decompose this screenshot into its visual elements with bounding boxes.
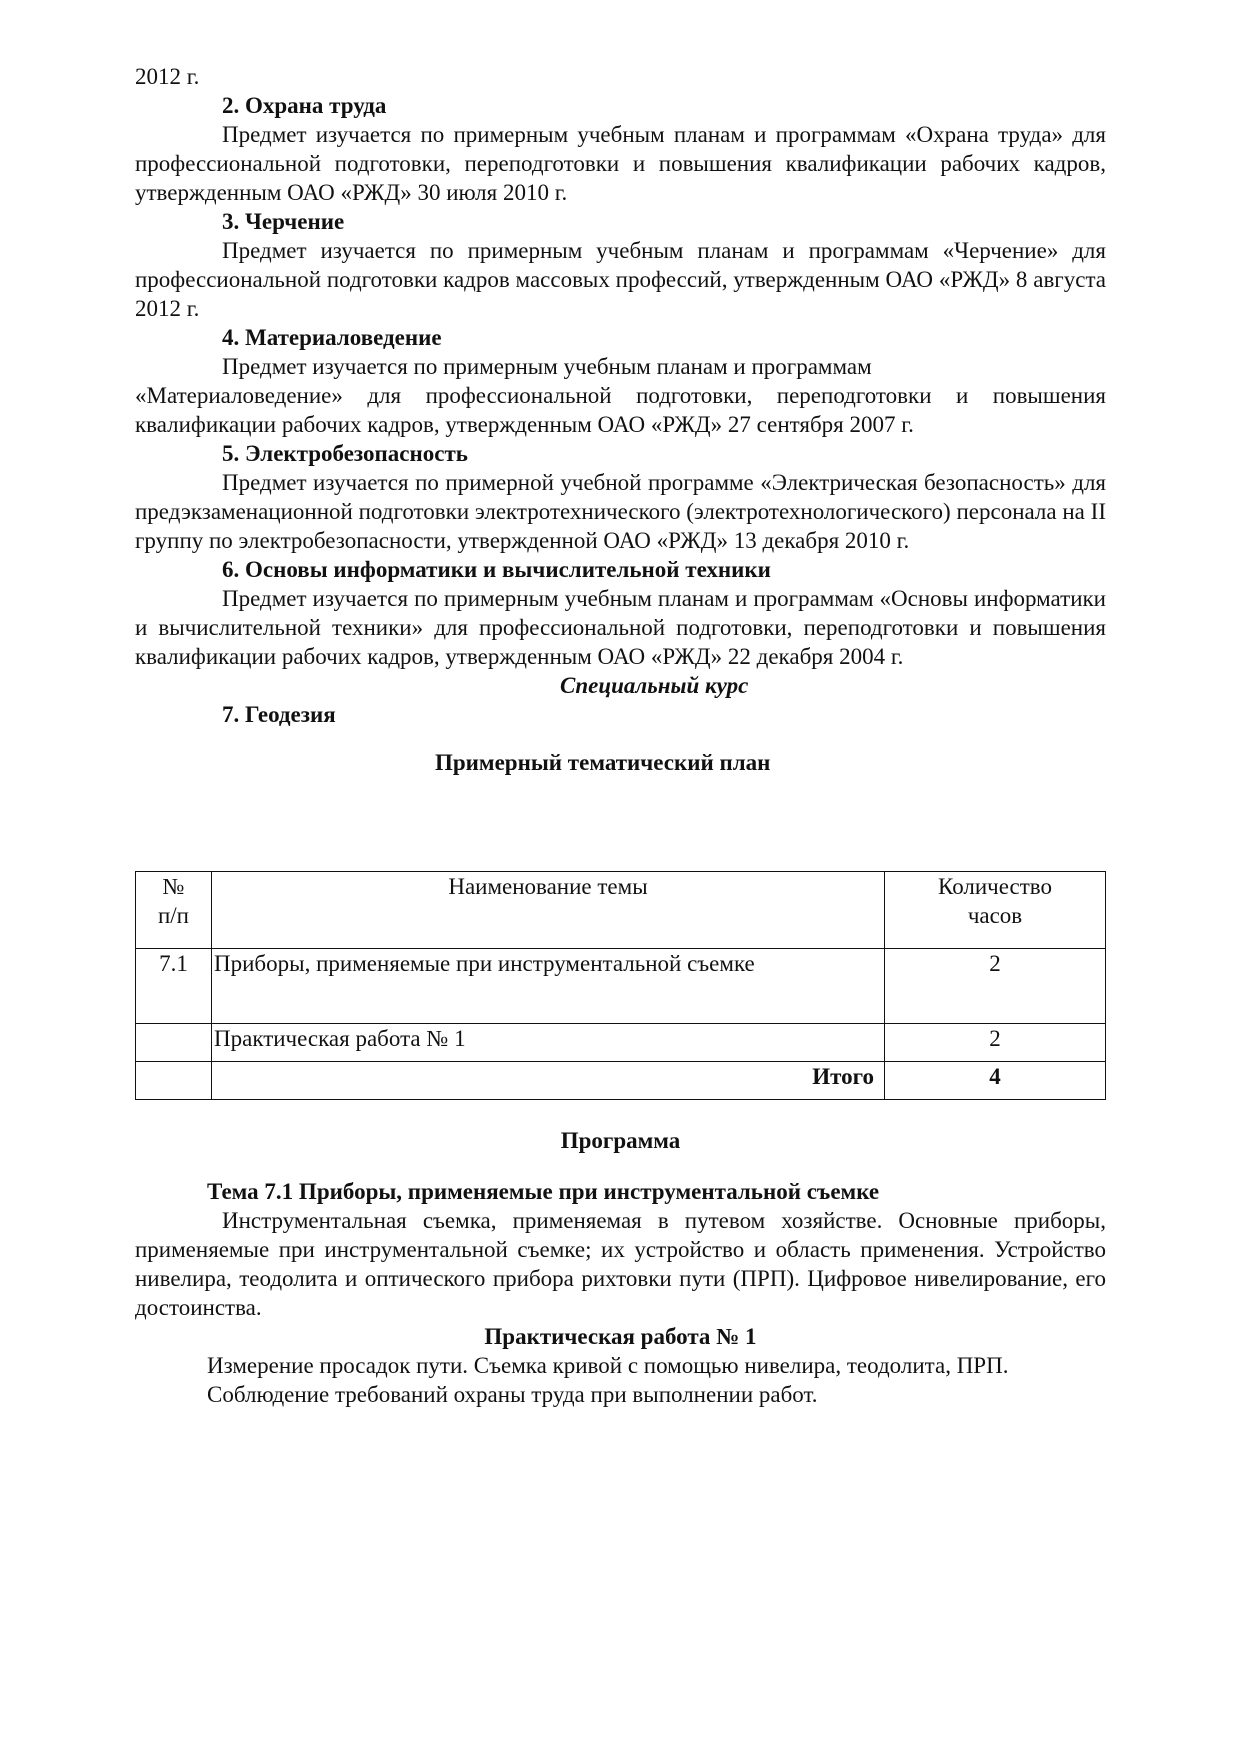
table-row	[136, 949, 1106, 1024]
cell-num	[136, 1024, 212, 1062]
practical-heading: Практическая работа № 1	[484, 1324, 757, 1349]
section-heading: 3. Черчение	[222, 209, 345, 234]
practical-text-line2: Соблюдение требований охраны труда при выполнении работ.	[207, 1382, 818, 1407]
section-body: Предмет изучается по примерным учебным планам и программам «Основы информатики и вычислительной техники» для профессиональной подготовки, переподготовки и повышения квалификации рабочих кадров, утвержденным ОАО «РЖД» 22 декабря 2004 г.	[135, 586, 1106, 669]
cell-hours: 2	[885, 949, 1106, 1024]
header-hours	[885, 872, 1106, 949]
section-body: Предмет изучается по примерным учебным планам и программам «Охрана труда» для профессиональной подготовки, переподготовки и повышения квалификации рабочих кадров, утвержденным ОАО «РЖД» 30 июля 2010 г.	[135, 122, 1106, 205]
program-section	[135, 1126, 1106, 1409]
cell-hours: 2	[885, 1024, 1106, 1062]
section-heading: 5. Электробезопасность	[222, 441, 468, 466]
header-num-line2: п/п	[157, 903, 189, 928]
section-heading: 4. Материаловедение	[222, 325, 442, 350]
topic-body: Инструментальная съемка, применяемая в путевом хозяйстве. Основные приборы, применяемые при инструментальной съемке; их устройство и область применения. Устройство нивелира, теодолита и оптического прибора рихтовки пути (ПРП). Цифровое нивелирование, его достоинства.	[135, 1208, 1106, 1320]
document-page	[135, 62, 1106, 777]
topic-heading: Тема 7.1 Приборы, применяемые при инструментальной съемке	[207, 1179, 880, 1204]
table-total-row	[136, 1062, 1106, 1100]
cell-num-empty	[136, 1062, 212, 1100]
section-heading: 2. Охрана труда	[222, 93, 387, 118]
section-body-line: Предмет изучается по примерным учебным планам и программам	[222, 354, 872, 379]
plan-title: Примерный тематический план	[435, 750, 771, 775]
cell-num: 7.1	[136, 949, 212, 1024]
section-body: Предмет изучается по примерной учебной программе «Электрическая безопасность» для предэкзаменационной подготовки электротехнического (электротехнологического) персонала на II группу по электробезопасности, утвержденной ОАО «РЖД» 13 декабря 2010 г.	[135, 470, 1106, 553]
table-row	[136, 1024, 1106, 1062]
header-hours-line2: часов	[967, 903, 1023, 928]
section-body: «Материаловедение» для профессиональной подготовки, переподготовки и повышения квалификации рабочих кадров, утвержденным ОАО «РЖД» 27 сентября 2007 г.	[135, 383, 1106, 437]
header-hours-line1: Количество	[938, 874, 1052, 899]
section-heading: 6. Основы информатики и вычислительной техники	[222, 557, 771, 582]
continuation-text: 2012 г.	[135, 64, 200, 89]
total-label: Итого	[212, 1062, 885, 1100]
cell-topic: Практическая работа № 1	[212, 1024, 885, 1062]
subject-title: 7. Геодезия	[222, 702, 336, 727]
table-header-row	[136, 872, 1106, 949]
special-course-heading: Специальный курс	[560, 673, 749, 698]
thematic-plan-table	[135, 871, 1106, 1100]
section-body: Предмет изучается по примерным учебным планам и программам «Черчение» для профессиональной подготовки кадров массовых профессий, утвержденным ОАО «РЖД» 8 августа 2012 г.	[135, 238, 1106, 321]
practical-text-line1: Измерение просадок пути. Съемка кривой с помощью нивелира, теодолита, ПРП.	[207, 1353, 1009, 1378]
program-title: Программа	[560, 1128, 681, 1153]
header-num	[136, 872, 212, 949]
total-hours: 4	[885, 1062, 1106, 1100]
header-num-line1: №	[162, 874, 185, 899]
cell-topic: Приборы, применяемые при инструментальной съемке	[212, 949, 885, 1024]
header-topic: Наименование темы	[212, 872, 885, 949]
